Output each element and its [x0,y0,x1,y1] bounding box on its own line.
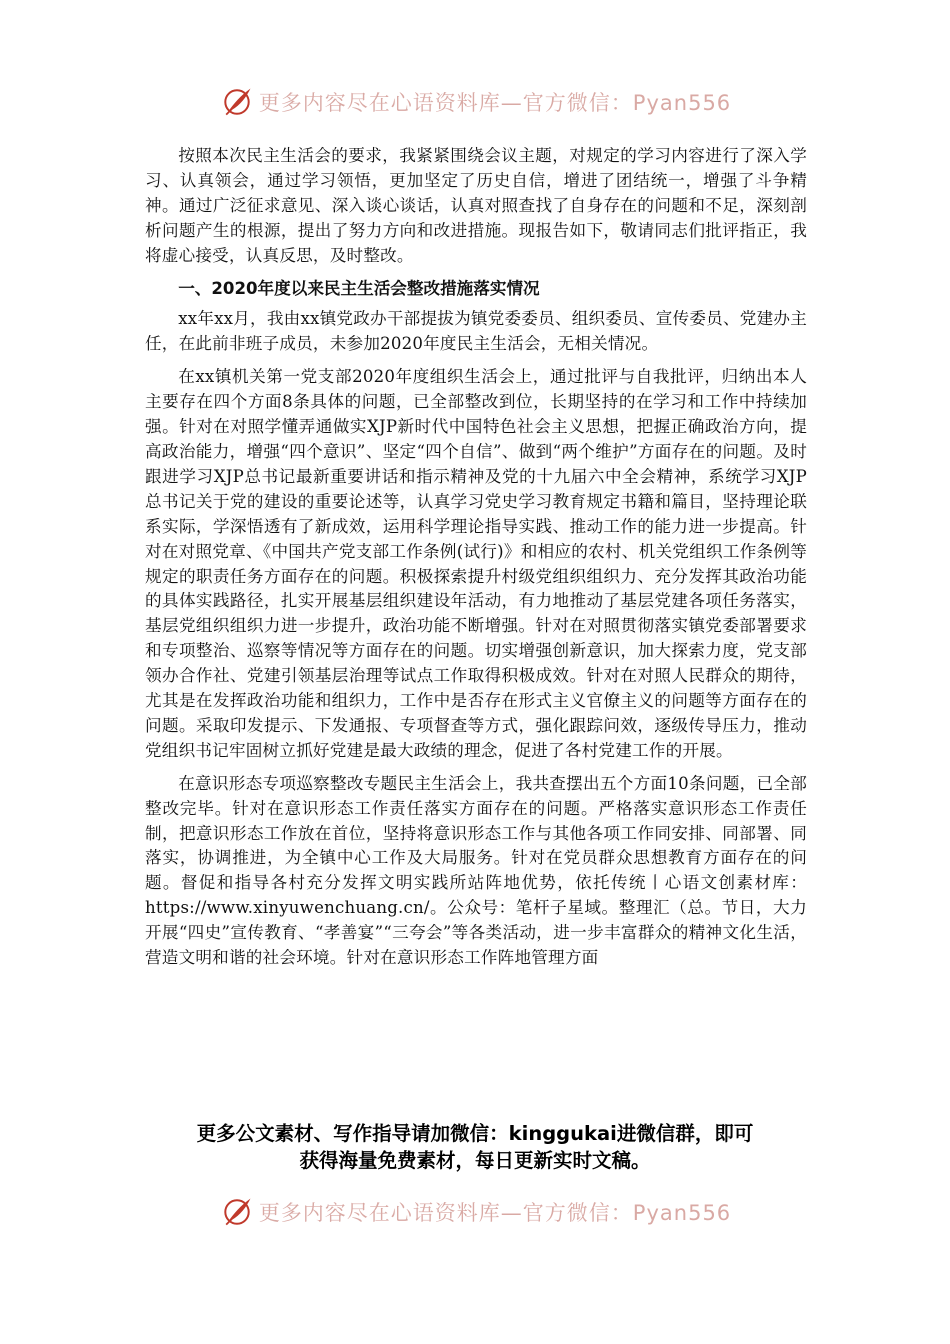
paragraph-2: xx年xx月，我由xx镇党政办干部提拔为镇党委委员、组织委员、宣传委员、党建办主任，在此前非班子成员，未参加2020年度民主生活会，无相关情况。 [145,309,807,354]
quill-logo-icon [219,84,255,120]
promo-line-1: 更多公文素材、写作指导请加微信：kinggukai进微信群，即可 [196,1122,754,1145]
promo-notice [120,1120,830,1174]
paragraph-4: 在意识形态专项巡察整改专题民主生活会上，我共查摆出五个方面10条问题，已全部整改完毕。针对在意识形态工作责任落实方面存在的问题。严格落实意识形态工作责任制，把意识形态工作放在首位，坚持将意识形态工作与其他各项工作同安排、同部署、同落实，协调推进，为全镇中心工作及大局服务。针对在党员群众思想教育方面存在的问题。督促和指导各村充分发挥文明实践所站阵地优势，依托传统丨心语文创素材库：https://www.xinyuwenchuang.cn/。公众号：笔杆子星域。整理汇（总。节日，大力开展“四史”宣传教育、“孝善宴”“三夸会”等各类活动，进一步丰富群众的精神文化生活，营造文明和谐的社会环境。针对在意识形态工作阵地管理方面 [145,773,807,968]
promo-line-2: 获得海量免费素材，每日更新实时文稿。 [299,1149,651,1172]
banner-text: 更多内容尽在心语资料库—官方微信：Pyan556 [258,1201,732,1225]
header-banner [0,80,950,124]
document-body [145,144,807,971]
quill-logo-icon [219,1194,255,1230]
footer-banner [0,1190,950,1234]
paragraph-3: 在xx镇机关第一党支部2020年度组织生活会上，通过批评与自我批评，归纳出本人主要存在四个方面8条具体的问题，已全部整改到位，长期坚持的在学习和工作中持续加强。针对在对照学懂弄通做实XJP新时代中国特色社会主义思想，把握正确政治方向，提高政治能力，增强“四个意识”、坚定“四个自信”、做到“两个维护”方面存在的问题。及时跟进学习XJP总书记最新重要讲话和指示精神及党的十九届六中全会精神，系统学习XJP总书记关于党的建设的重要论述等，认真学习党史学习教育规定书籍和篇目，坚持理论联系实际，学深悟透有了新成效，运用科学理论指导实践、推动工作的能力进一步提高。针对在对照党章、《中国共产党支部工作条例(试行)》和相应的农村、机关党组织工作条例等规定的职责任务方面存在的问题。积极探索提升村级党组织组织力、充分发挥其政治功能的具体实践路径，扎实开展基层组织建设年活动，有力地推动了基层党建各项任务落实，基层党组织组织力进一步提升，政治功能不断增强。针对在对照贯彻落实镇党委部署要求和专项整治、巡察等情况等方面存在的问题。切实增强创新意识，加大探索力度，党支部领办合作社、党建引领基层治理等试点工作取得积极成效。针对在对照人民群众的期待，尤其是在发挥政治功能和组织力，工作中是否存在形式主义官僚主义的问题等方面存在的问题。采取印发提示、下发通报、专项督查等方式，强化跟踪问效，逐级传导压力，推动党组织书记牢固树立抓好党建是最大政绩的理念，促进了各村党建工作的开展。 [145,367,807,760]
section-heading: 一、2020年度以来民主生活会整改措施落实情况 [178,278,540,298]
banner-text: 更多内容尽在心语资料库—官方微信：Pyan556 [258,91,732,115]
paragraph-intro: 按照本次民主生活会的要求，我紧紧围绕会议主题，对规定的学习内容进行了深入学习、认真领会，通过学习领悟，更加坚定了历史自信，增进了团结统一，增强了斗争精神。通过广泛征求意见、深入谈心谈话，认真对照查找了自身存在的问题和不足，深刻剖析问题产生的根源，提出了努力方向和改进措施。现报告如下，敬请同志们批评指正，我将虚心接受，认真反思，及时整改。 [145,146,807,265]
